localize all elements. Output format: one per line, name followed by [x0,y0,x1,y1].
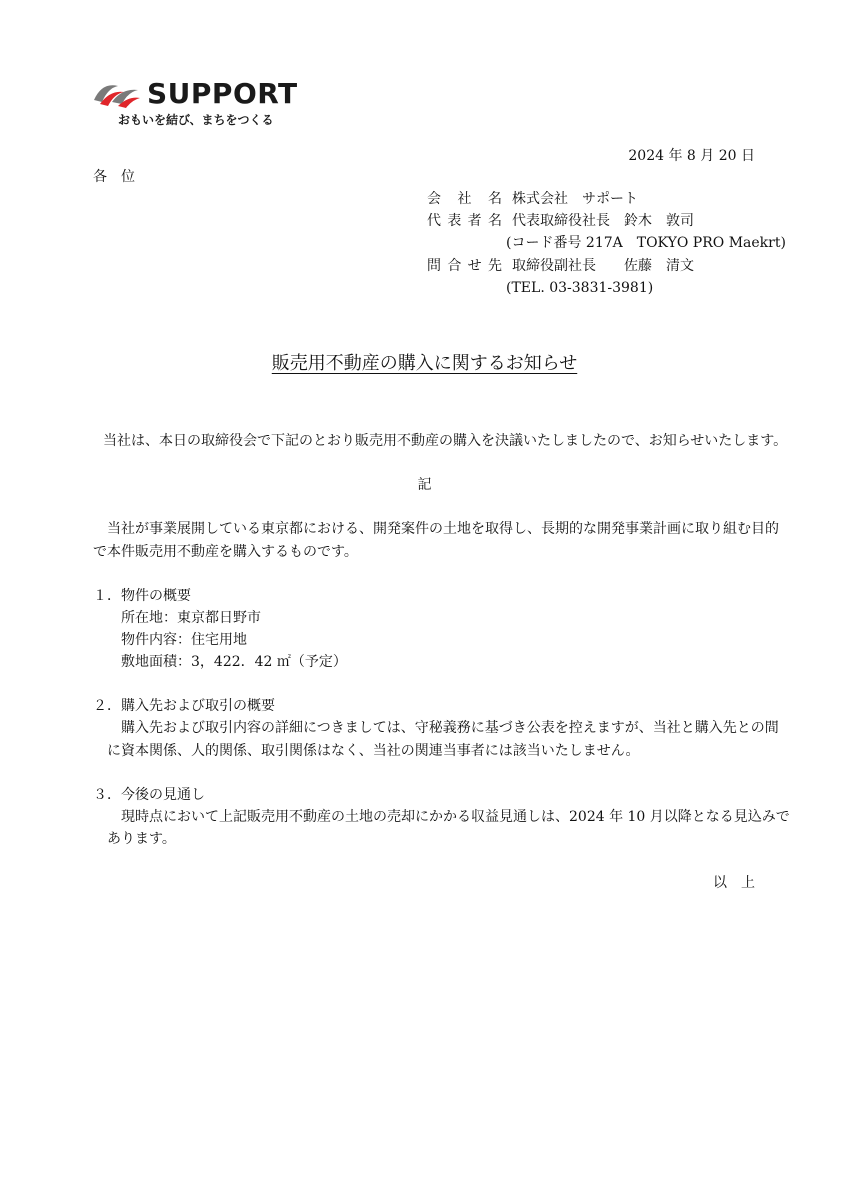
ki-marker: 記 [417,477,432,493]
representative-label: 代表者名 [427,213,502,229]
document-date: 2024 年 8 月 20 日 [628,148,755,164]
addressee: 各 位 [93,169,135,185]
stock-code-line: (コード番号 217A TOKYO PRO Maekrt) [506,235,786,251]
section-1-heading: １．物件の概要 [93,588,191,604]
section-3-line-1: 現時点において上記販売用不動産の土地の売却にかかる収益見通しは、2024 年 10 月以降となる見込みで [121,809,790,825]
logo-wordmark: SUPPORT [147,77,298,110]
purpose-line-1: 当社が事業展開している東京都における、開発案件の土地を取得し、長期的な開発事業計画に取り組む目的 [107,521,779,537]
purpose-line-2: で本件販売用不動産を購入するものです。 [93,544,358,560]
property-content: 物件内容：住宅用地 [121,632,247,648]
contact-label: 問合せ先 [427,258,502,274]
support-logo-icon [92,80,142,108]
section-3-line-2: あります。 [107,831,176,847]
logo-tagline: おもいを結び、まちをつくる [118,113,274,127]
section-2-heading: ２．購入先および取引の概要 [93,698,275,714]
tel-line: (TEL. 03-3831-3981) [506,280,654,296]
company-name-value: 株式会社 サポート [512,191,638,207]
document-title [0,352,849,376]
section-2-line-1: 購入先および取引内容の詳細につきましては、守秘義務に基づき公表を控えますが、当社と購入先との間 [121,720,779,736]
intro-paragraph: 当社は、本日の取締役会で下記のとおり販売用不動産の購入を決議いたしましたので、お知らせいたします。 [103,433,788,449]
property-area: 敷地面積：3，422．42 ㎡（予定） [121,654,347,670]
contact-value: 取締役副社長 佐藤 清文 [512,258,694,274]
section-3-heading: ３．今後の見通し [93,787,205,803]
document-title-text: 販売用不動産の購入に関するお知らせ [271,353,578,374]
closing-mark: 以 上 [713,875,755,891]
company-name-label: 会 社 名 [427,191,502,207]
property-location: 所在地：東京都日野市 [121,610,261,626]
section-2-line-2: に資本関係、人的関係、取引関係はなく、当社の関連当事者には該当いたしません。 [107,743,640,759]
representative-value: 代表取締役社長 鈴木 敦司 [512,213,694,229]
